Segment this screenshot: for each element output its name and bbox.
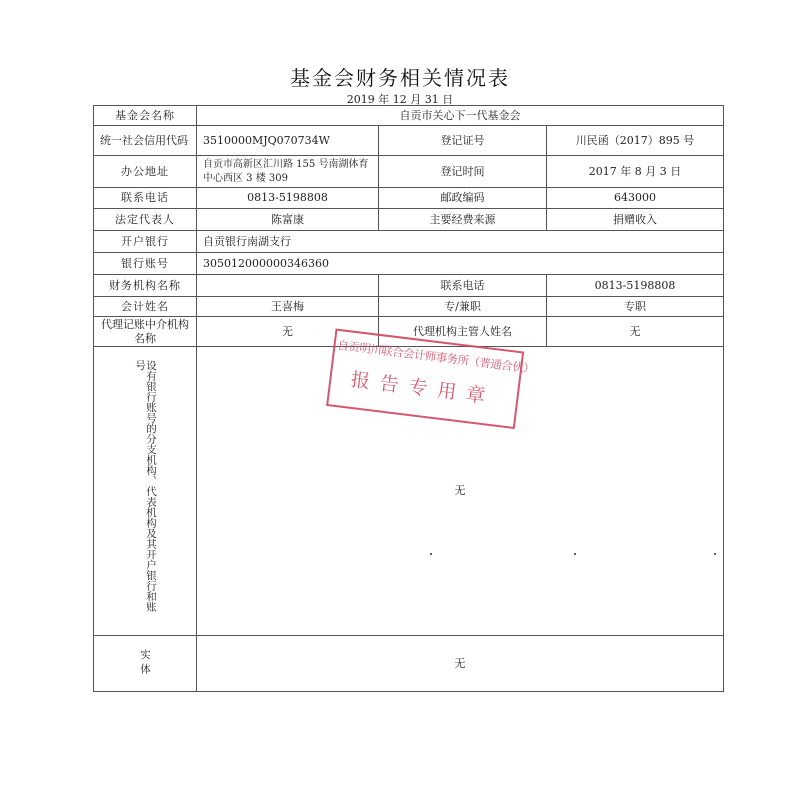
label-registration-no: 登记证号	[379, 126, 547, 156]
report-date: 2019 年 12 月 31 日	[346, 93, 454, 106]
value-bank: 自贡银行南湖支行	[197, 231, 724, 253]
value-legal-rep: 陈富康	[197, 209, 379, 231]
value-agency-manager: 无	[547, 317, 724, 347]
label-entity-cell	[94, 636, 197, 692]
value-postcode: 643000	[547, 188, 724, 209]
value-finance-phone: 0813-5198808	[547, 275, 724, 297]
stamp-firm-name: 自贡明川联合会计师事务所（普通合伙）	[336, 337, 535, 376]
value-fund-name: 自贡市关心下一代基金会	[197, 106, 724, 126]
value-address: 自贡市高新区汇川路 155 号南湖体育中心西区 3 楼 309	[197, 156, 379, 188]
label-legal-rep: 法定代表人	[94, 209, 197, 231]
label-phone: 联系电话	[94, 188, 197, 209]
label-bank: 开户银行	[94, 231, 197, 253]
value-entity: 无	[197, 636, 724, 692]
scan-speck	[430, 553, 432, 555]
value-phone: 0813-5198808	[197, 188, 379, 209]
label-employment-type: 专/兼职	[379, 297, 547, 317]
value-funding-source: 捐赠收入	[547, 209, 724, 231]
row-accountant	[94, 297, 724, 317]
label-agency: 代理记账中介机构名称	[94, 317, 197, 347]
scan-speck	[714, 553, 716, 555]
label-address: 办公地址	[94, 156, 197, 188]
value-credit-code: 3510000MJQ070734W	[197, 126, 379, 156]
label-accountant: 会计姓名	[94, 297, 197, 317]
label-registration-date: 登记时间	[379, 156, 547, 188]
page-title: 基金会财务相关情况表	[290, 66, 510, 90]
value-account: 305012000000346360	[197, 253, 724, 275]
label-branches-cell	[94, 347, 197, 636]
row-fund-name	[94, 106, 724, 126]
label-agency-manager: 代理机构主管人姓名	[379, 317, 547, 347]
label-postcode: 邮政编码	[379, 188, 547, 209]
value-employment-type: 专职	[547, 297, 724, 317]
label-credit-code: 统一社会信用代码	[94, 126, 197, 156]
row-credit-code	[94, 126, 724, 156]
label-branches: 设有银行账号的分支机构、代表机构及其开户银行和账号	[134, 360, 157, 612]
row-legal-rep	[94, 209, 724, 231]
stamp-report-seal: 报告专用章	[349, 368, 497, 409]
label-fund-name: 基金会名称	[94, 106, 197, 126]
label-funding-source: 主要经费来源	[379, 209, 547, 231]
value-registration-no: 川民函（2017）895 号	[547, 126, 724, 156]
label-finance-phone: 联系电话	[379, 275, 547, 297]
label-finance-org: 财务机构名称	[94, 275, 197, 297]
row-finance-org	[94, 275, 724, 297]
scan-speck	[574, 553, 576, 555]
label-entity: 实体	[139, 649, 151, 678]
label-account: 银行账号	[94, 253, 197, 275]
value-accountant: 王喜梅	[197, 297, 379, 317]
value-branches: 无	[197, 347, 724, 636]
value-finance-org	[197, 275, 379, 297]
value-agency: 无	[197, 317, 379, 347]
row-account	[94, 253, 724, 275]
row-entity	[94, 636, 724, 692]
row-address	[94, 156, 724, 188]
value-registration-date: 2017 年 8 月 3 日	[547, 156, 724, 188]
row-bank	[94, 231, 724, 253]
row-phone	[94, 188, 724, 209]
